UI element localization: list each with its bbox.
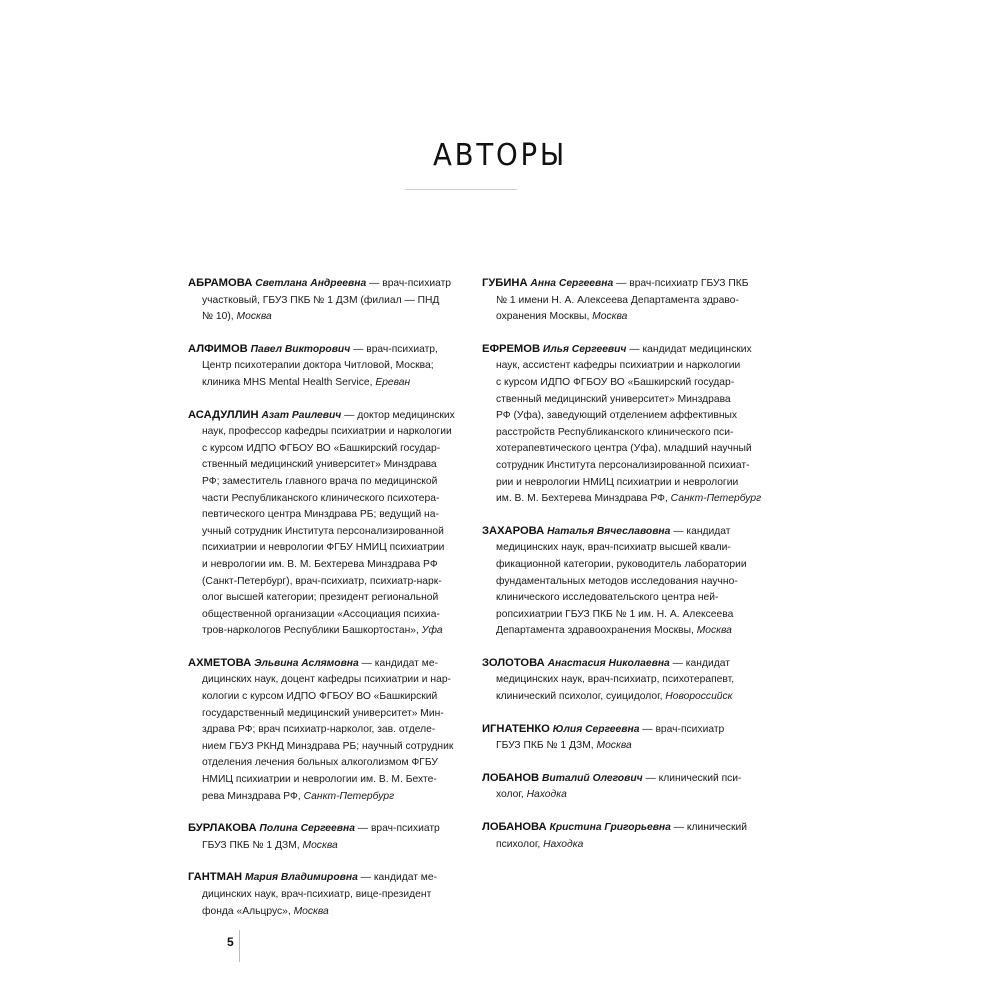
author-description-text: олог высшей категории; президент региональной xyxy=(202,592,439,604)
author-description-text: кологии с курсом ИДПО ФГБОУ ВО «Башкирский xyxy=(202,691,438,703)
author-description-line xyxy=(188,904,463,921)
author-entry-first-line xyxy=(482,721,762,739)
author-description-text: Центр психотерапии доктора Читловой, Москва; xyxy=(202,360,434,372)
author-city: Москва xyxy=(302,839,338,851)
author-description: — кандидат xyxy=(669,657,730,669)
author-city: Находка xyxy=(526,789,567,801)
author-description: — врач-психиатр xyxy=(639,723,725,735)
author-description-line xyxy=(482,458,762,475)
author-description-line xyxy=(188,672,463,689)
author-description-line xyxy=(482,475,762,492)
author-description-line xyxy=(188,540,463,557)
author-given-name: Анастасия Николаевна xyxy=(547,657,670,669)
author-description: — врач-психиатр xyxy=(366,278,452,289)
author-description-text: рии и неврологии НМИЦ психиатрии и неврологии xyxy=(496,476,739,488)
author-description-line xyxy=(482,392,762,409)
author-description-text: психолог, xyxy=(496,838,544,850)
author-description-line xyxy=(482,672,762,689)
author-given-name: Полина Сергеевна xyxy=(259,823,355,835)
author-description-line xyxy=(188,557,463,574)
author-description-line xyxy=(482,408,762,425)
author-description-text: клиника MHS Mental Health Service, xyxy=(202,376,376,388)
author-description-line xyxy=(188,722,463,739)
author-description-text: рева Минздрава РФ, xyxy=(202,790,304,802)
author-entry-first-line xyxy=(482,341,762,359)
author-given-name: Наталья Вячеславовна xyxy=(547,525,671,537)
author-surname: БУРЛАКОВА xyxy=(188,822,257,835)
author-description-text: медицинских наук, врач-психиатр высшей квали- xyxy=(496,542,731,554)
author-description-line xyxy=(188,474,463,491)
author-description-text: с курсом ИДПО ФГБОУ ВО «Башкирский государ- xyxy=(202,442,441,454)
author-description-text: участковый, ГБУЗ ПКБ № 1 ДЗМ (филиал — ПНД xyxy=(202,294,440,306)
author-city: Москва xyxy=(293,905,329,917)
author-surname: ГАНТМАН xyxy=(188,871,243,884)
author-given-name: Кристина Григорьевна xyxy=(549,822,671,834)
author-description-text: клинического исследовательского центра ней- xyxy=(496,592,719,604)
author-city: Москва xyxy=(592,311,628,323)
author-description-text: ГБУЗ ПКБ № 1 ДЗМ, xyxy=(496,740,597,752)
author-surname: ЛОБАНОВА xyxy=(482,821,547,834)
author-entry-first-line xyxy=(188,655,463,673)
author-description-text: наук, ассистент кафедры психиатрии и наркологии xyxy=(496,360,741,372)
author-description: — врач-психиатр, xyxy=(350,343,438,355)
author-description: — клинический xyxy=(670,822,747,834)
title-divider xyxy=(405,189,517,190)
author-entry-first-line xyxy=(188,341,463,359)
author-description-line xyxy=(482,557,762,574)
author-description-line xyxy=(482,837,762,854)
author-description: — кандидат медицинских xyxy=(626,343,752,355)
author-description-line xyxy=(188,507,463,524)
author-description: — клинический пси- xyxy=(642,772,742,784)
author-description: — врач-психиатр xyxy=(354,823,440,835)
author-entry xyxy=(482,523,762,640)
author-description-text: фикационной категории, руководитель лаборатории xyxy=(496,558,747,570)
authors-column-right xyxy=(482,275,762,868)
author-description-text: ственный медицинский университет» Минздрава xyxy=(496,393,731,405)
author-description-text: расстройств Республиканского клинического пси- xyxy=(496,426,734,438)
author-given-name: Павел Викторович xyxy=(250,343,351,355)
author-entry-first-line xyxy=(188,869,463,887)
author-description-text: РФ; заместитель главного врача по медицинской xyxy=(202,475,438,487)
author-description-line xyxy=(188,887,463,904)
author-surname: АБРАМОВА xyxy=(188,277,253,289)
author-description-text: хотерапевтического центра (Уфа), младший научный xyxy=(496,443,752,455)
author-description-line xyxy=(482,358,762,375)
author-description-line xyxy=(188,424,463,441)
author-surname: ЕФРЕМОВ xyxy=(482,342,541,355)
author-description-line xyxy=(188,838,463,855)
author-city: Москва xyxy=(696,625,732,637)
author-description-line xyxy=(482,738,762,755)
author-entry-first-line xyxy=(188,275,463,293)
author-description-text: части Республиканского клинического психотера- xyxy=(202,492,440,504)
author-description-line xyxy=(188,375,463,392)
author-description-text: с курсом ИДПО ФГБОУ ВО «Башкирский государ- xyxy=(496,376,735,388)
author-given-name: Юлия Сергеевна xyxy=(552,723,640,735)
author-entry xyxy=(188,275,463,326)
author-entry xyxy=(482,819,762,853)
author-entry-first-line xyxy=(482,523,762,541)
author-description-text: сотрудник Института персонализированной психиат- xyxy=(496,459,750,471)
author-surname: АСАДУЛЛИН xyxy=(188,408,259,421)
author-description-line xyxy=(482,574,762,591)
author-description-line xyxy=(188,590,463,607)
author-entry xyxy=(482,721,762,755)
author-description-line xyxy=(482,375,762,392)
author-entry xyxy=(482,770,762,804)
author-description-text: фонда «Альцрус», xyxy=(202,905,294,917)
page-title: АВТОРЫ xyxy=(433,138,567,173)
author-city: Санкт-Петербург xyxy=(670,493,762,505)
author-description-line xyxy=(188,623,463,640)
author-entry-first-line xyxy=(188,820,463,838)
author-description-text: дицинских наук, доцент кафедры психиатрии и нар- xyxy=(202,674,451,686)
author-given-name: Анна Сергеевна xyxy=(530,278,614,289)
author-description: — кандидат ме- xyxy=(358,657,438,669)
author-description-line xyxy=(188,441,463,458)
author-city: Санкт-Петербург xyxy=(303,790,395,802)
author-description-line xyxy=(188,358,463,375)
author-description-text: холог, xyxy=(496,789,527,801)
author-description-text: здрава РФ; врач психиатр-нарколог, зав. отделе- xyxy=(202,724,436,736)
author-entry-first-line xyxy=(482,819,762,837)
author-description-line xyxy=(188,309,463,326)
author-description-text: охранения Москвы, xyxy=(496,311,593,323)
author-entry xyxy=(188,869,463,920)
page-number: 5 xyxy=(227,935,234,949)
author-city: Уфа xyxy=(421,625,443,637)
author-description-line xyxy=(482,590,762,607)
author-entry xyxy=(188,655,463,805)
author-description-line xyxy=(482,293,762,310)
author-given-name: Азат Раилевич xyxy=(261,409,342,421)
author-city: Находка xyxy=(543,838,584,850)
author-city: Москва xyxy=(596,740,632,752)
author-description-line xyxy=(188,457,463,474)
author-city: Ереван xyxy=(375,376,411,388)
author-description-text: № 10), xyxy=(202,311,237,323)
author-description-line xyxy=(188,772,463,789)
author-description-line xyxy=(482,787,762,804)
author-description-text: НМИЦ психиатрии и неврологии им. В. М. Бехте- xyxy=(202,774,437,786)
author-description-line xyxy=(188,755,463,772)
author-description-line xyxy=(188,706,463,723)
author-entry xyxy=(482,655,762,706)
author-description-text: общественной организации «Ассоциация психиа- xyxy=(202,608,440,620)
author-given-name: Илья Сергеевич xyxy=(542,343,627,355)
author-description-line xyxy=(482,540,762,557)
author-description-text: отделения лечения больных алкоголизмом ФГБУ xyxy=(202,757,438,769)
author-description-line xyxy=(188,491,463,508)
author-entry xyxy=(188,407,463,640)
author-description-text: (Санкт-Петербург), врач-психиатр, психиатр-нарк- xyxy=(202,575,442,587)
author-description-text: № 1 имени Н. А. Алексеева Департамента здраво- xyxy=(496,294,739,306)
author-description-line xyxy=(482,309,762,326)
author-description-line xyxy=(188,293,463,310)
author-description-text: Департамента здравоохранения Москвы, xyxy=(496,625,697,637)
author-description: — кандидат ме- xyxy=(357,872,438,884)
author-description-text: медицинских наук, врач-психиатр, психотерапевт, xyxy=(496,674,735,686)
author-description-text: и неврологии им. В. М. Бехтерева Минздрава РФ xyxy=(202,558,438,570)
author-description-line xyxy=(482,689,762,706)
author-entry-first-line xyxy=(482,275,762,293)
author-description-line xyxy=(188,574,463,591)
author-surname: ЛОБАНОВ xyxy=(482,771,540,784)
author-surname: ИГНАТЕНКО xyxy=(482,722,550,735)
author-description-line xyxy=(188,739,463,756)
author-entry xyxy=(482,275,762,326)
author-given-name: Мария Владимировна xyxy=(244,872,358,884)
author-city: Новороссийск xyxy=(665,691,733,703)
author-description-text: фундаментальных методов исследования научно- xyxy=(496,575,738,587)
author-surname: ЗОЛОТОВА xyxy=(482,656,545,669)
author-surname: АХМЕТОВА xyxy=(188,656,252,669)
page-number-divider xyxy=(239,930,240,962)
author-entry xyxy=(188,341,463,392)
author-description-line xyxy=(482,441,762,458)
author-city: Москва xyxy=(236,311,272,323)
author-description-line xyxy=(188,524,463,541)
author-description-text: дицинских наук, врач-психиатр, вице-президент xyxy=(202,889,432,900)
author-entry-first-line xyxy=(482,770,762,788)
author-description-text: клинический психолог, суицидолог, xyxy=(496,691,666,703)
author-description-line xyxy=(188,607,463,624)
author-description-text: государственный медицинский университет» Мин- xyxy=(202,707,444,719)
author-description-text: певтического центра Минздрава РБ; ведущий на- xyxy=(202,509,439,521)
author-description-text: им. В. М. Бехтерева Минздрава РФ, xyxy=(496,493,671,505)
author-given-name: Светлана Андреевна xyxy=(255,278,367,289)
author-description-text: учный сотрудник Института персонализированной xyxy=(202,525,444,537)
author-description: — доктор медицинских xyxy=(341,409,455,421)
author-description-text: тров-наркологов Республики Башкортостан», xyxy=(202,625,422,637)
author-description: — кандидат xyxy=(670,525,731,537)
author-description-text: психиатрии и неврологии ФГБУ НМИЦ психиатрии xyxy=(202,542,445,554)
author-entry xyxy=(188,820,463,854)
author-entry-first-line xyxy=(482,655,762,673)
author-given-name: Эльвина Аслямовна xyxy=(254,657,359,669)
author-description-text: ственный медицинский университет» Минздрава xyxy=(202,459,437,471)
author-surname: ЗАХАРОВА xyxy=(482,524,545,537)
author-entry xyxy=(482,341,762,508)
author-surname: АЛФИМОВ xyxy=(188,342,248,355)
author-description-line xyxy=(482,491,762,508)
author-description-text: ГБУЗ ПКБ № 1 ДЗМ, xyxy=(202,839,303,851)
author-given-name: Виталий Олегович xyxy=(541,772,643,784)
authors-column-left xyxy=(188,275,463,935)
author-description-text: наук, профессор кафедры психиатрии и наркологии xyxy=(202,426,452,438)
author-description-line xyxy=(482,607,762,624)
author-description: — врач-психиатр ГБУЗ ПКБ xyxy=(613,278,749,289)
author-surname: ГУБИНА xyxy=(482,277,528,289)
author-description-text: РФ (Уфа), заведующий отделением аффективных xyxy=(496,410,738,422)
author-description-text: нием ГБУЗ РКНД Минздрава РБ; научный сотрудник xyxy=(202,740,454,752)
author-description-line xyxy=(188,789,463,806)
author-description-line xyxy=(482,425,762,442)
author-description-line xyxy=(188,689,463,706)
author-description-line xyxy=(482,623,762,640)
author-description-text: ропсихиатрии ГБУЗ ПКБ № 1 им. Н. А. Алексеева xyxy=(496,608,734,620)
author-entry-first-line xyxy=(188,407,463,425)
